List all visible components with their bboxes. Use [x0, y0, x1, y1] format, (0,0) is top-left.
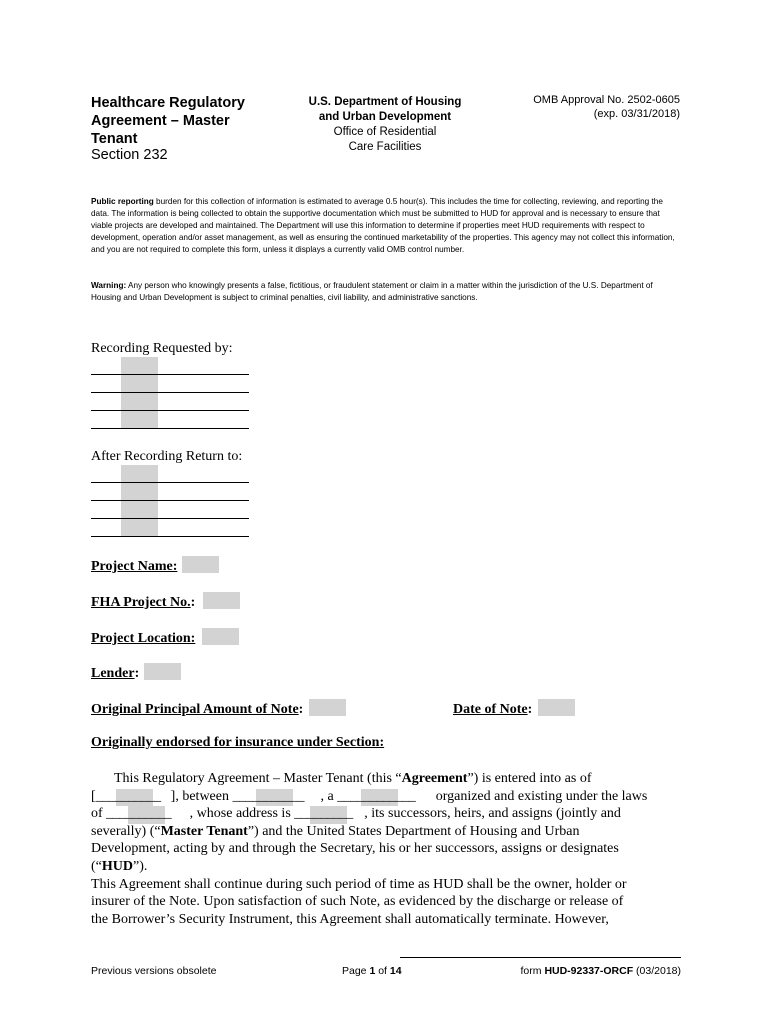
entity-type-blank[interactable]: ____________ [337, 788, 432, 806]
project-name-field [91, 556, 219, 575]
agency-name-2: and Urban Development [318, 111, 452, 123]
project-location-input[interactable] [202, 628, 239, 645]
agency-block [290, 95, 480, 155]
bracket-open: [ [91, 788, 96, 804]
title-line-3: Tenant [91, 131, 138, 147]
project-name-label: Project Name: [91, 559, 178, 574]
page-number: Page 1 of 14 [342, 965, 402, 977]
original-principal-colon: : [298, 702, 304, 717]
return-to-line-2[interactable] [91, 500, 249, 501]
date-blank[interactable]: __________ [96, 788, 171, 806]
state-blank[interactable]: __________ [106, 805, 186, 823]
public-reporting-label: Public reporting [91, 197, 154, 206]
address-text: , whose address is [189, 806, 291, 822]
lender-colon: : [134, 666, 140, 681]
between-text: ], between [170, 788, 229, 804]
hud-close: ”). [133, 858, 148, 874]
body-line-2 [91, 788, 681, 806]
date-of-note-label: Date of Note [453, 702, 528, 717]
hud-term: HUD [101, 858, 134, 874]
of-text: of [91, 806, 103, 822]
body-line-1 [91, 770, 681, 788]
title-line-2: Agreement – Master [91, 113, 230, 129]
title-line-1: Healthcare Regulatory [91, 95, 245, 111]
warning-text: Any person who knowingly presents a false, fictitious, or fraudulent statement or claim in a matter within the jurisdiction of the U.S. Department of Housing and Urban Development is subject to criminal penalties, civil liability, and administrative sanctions. [91, 281, 653, 302]
organized-text: organized and existing under the laws [435, 788, 648, 804]
requested-by-fill[interactable] [121, 357, 158, 429]
body-line-3 [91, 805, 681, 823]
fha-project-label: FHA Project No. [91, 595, 191, 610]
office-name-2: Care Facilities [348, 141, 422, 153]
requested-by-line-1[interactable] [91, 374, 249, 375]
agency-name-1: U.S. Department of Housing [308, 96, 462, 108]
date-of-note-input[interactable] [538, 699, 575, 716]
original-principal-input[interactable] [309, 699, 346, 716]
project-name-input[interactable] [182, 556, 219, 573]
project-location-field [91, 628, 239, 647]
requested-by-line-2[interactable] [91, 392, 249, 393]
body-line-7: This Agreement shall continue during such period of time as HUD shall be the owner, holder or [91, 876, 627, 892]
warning-notice [91, 280, 681, 304]
agreement-term: Agreement [401, 771, 468, 786]
footer-rule [400, 957, 681, 958]
severally-text: severally) (“ [91, 823, 161, 839]
body-line-4 [91, 823, 681, 841]
fha-project-field [91, 592, 240, 611]
agreement-body [91, 770, 681, 928]
body-line-6 [91, 858, 681, 876]
party-blank[interactable]: ___________ [232, 788, 320, 806]
omb-expiration: (exp. 03/31/2018) [593, 107, 680, 120]
requested-by-line-4[interactable] [91, 428, 249, 429]
date-of-note-field [453, 699, 575, 718]
original-principal-label: Original Principal Amount of Note [91, 702, 299, 717]
return-to-fill[interactable] [121, 465, 158, 537]
omb-approval [470, 94, 680, 121]
return-to-line-3[interactable] [91, 518, 249, 519]
master-tenant-term: Master Tenant [160, 823, 248, 839]
office-name-1: Office of Residential [333, 126, 437, 138]
return-to-label: After Recording Return to: [91, 449, 243, 464]
public-reporting-text: burden for this collection of information is estimated to average 0.5 hour(s). This includes the time for collecting, reviewing, and reporting the data. The information is being collected to obtain the supportive documentation which must be submitted to HUD for approval and is necessary to ensure that viable projects are developed and maintained. The Department will use this information to determine if properties meet HUD requirements with respect to development, operation and/or asset management, as well as ensuring the continued marketability of the properties. This agency may not collect this information, and you are not required to complete this form, unless it displays a currently valid OMB control number. [91, 197, 675, 254]
date-of-note-colon: : [527, 702, 533, 717]
address-blank[interactable]: _________ [294, 805, 364, 823]
lender-input[interactable] [144, 663, 181, 680]
project-location-label: Project Location: [91, 631, 196, 646]
return-to-line-4[interactable] [91, 536, 249, 537]
section-label: Section 232 [91, 147, 168, 163]
requested-by-line-3[interactable] [91, 410, 249, 411]
hud-parties-text: ”) and the United States Department of Housing and Urban [247, 823, 580, 839]
body-line-9: the Borrower’s Security Instrument, this Agreement shall automatically terminate. However, [91, 911, 609, 927]
recording-requested-label: Recording Requested by: [91, 341, 233, 356]
public-reporting-notice [91, 196, 681, 256]
endorsed-section-label: Originally endorsed for insurance under Section [91, 735, 380, 750]
form-title [91, 94, 261, 148]
hud-open: (“ [91, 858, 102, 874]
warning-label: Warning: [91, 281, 127, 290]
body-intro-text: This Regulatory Agreement – Master Tenant (this “ [114, 771, 402, 786]
form-number: form HUD-92337-ORCF (03/2018) [520, 965, 681, 977]
lender-label: Lender [91, 666, 135, 681]
endorsed-section-field [91, 735, 384, 751]
body-intro-text-2: ”) is entered into as of [467, 771, 592, 786]
omb-number: OMB Approval No. 2502-0605 [533, 94, 680, 106]
body-line-8: insurer of the Note. Upon satisfaction of such Note, as evidenced by the discharge or release of [91, 894, 624, 910]
previous-versions-note: Previous versions obsolete [91, 965, 217, 977]
a-text: , a [320, 788, 334, 804]
lender-field [91, 663, 181, 682]
return-to-line-1[interactable] [91, 482, 249, 483]
successors-text: , its successors, heirs, and assigns (jointly and [364, 806, 621, 822]
fha-colon: : [190, 595, 196, 610]
body-line-5: Development, acting by and through the Secretary, his or her successors, assigns or designates [91, 841, 619, 857]
endorsed-colon: : [379, 735, 385, 750]
fha-project-input[interactable] [203, 592, 240, 609]
original-principal-field [91, 699, 346, 718]
